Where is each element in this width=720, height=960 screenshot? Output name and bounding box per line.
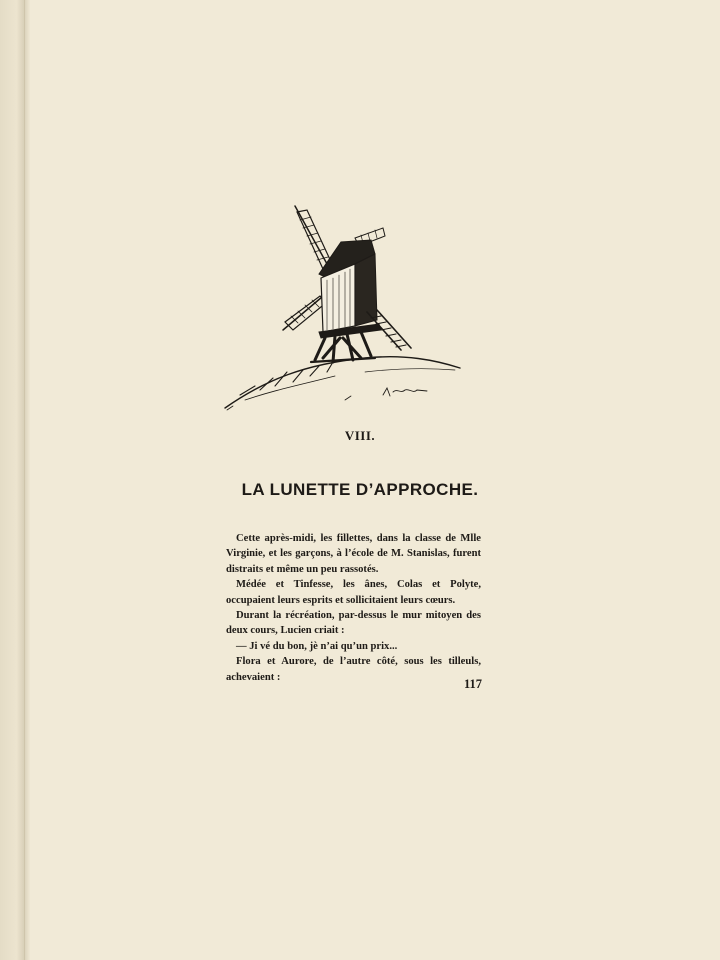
body-text bbox=[226, 531, 481, 685]
paragraph-1: Cette après-midi, les fillettes, dans la classe de Mlle Virginie, et les garçons, à l’école de M. Stanislas, furent distraits et même un peu rassotés. bbox=[226, 533, 481, 575]
chapter-number: VIII. bbox=[344, 428, 376, 443]
page-number: 117 bbox=[463, 677, 482, 691]
chapter-title: LA LUNETTE D’APPROCHE. bbox=[241, 480, 479, 499]
windmill-icon bbox=[225, 206, 460, 410]
paragraph-3: Durant la récréation, par-dessus le mur mitoyen des deux cours, Lucien criait : bbox=[226, 610, 481, 637]
paragraph-4: — Ji vé du bon, jè n’ai qu’un prix... bbox=[236, 640, 398, 652]
paragraph-5: Flora et Aurore, de l’autre côté, sous les tilleuls, achevaient : bbox=[226, 656, 481, 683]
windmill-illustration bbox=[215, 200, 475, 420]
paragraph-2: Médée et Tinfesse, les ânes, Colas et Polyte, occupaient leurs esprits et sollicitaient leurs cœurs. bbox=[226, 579, 481, 606]
